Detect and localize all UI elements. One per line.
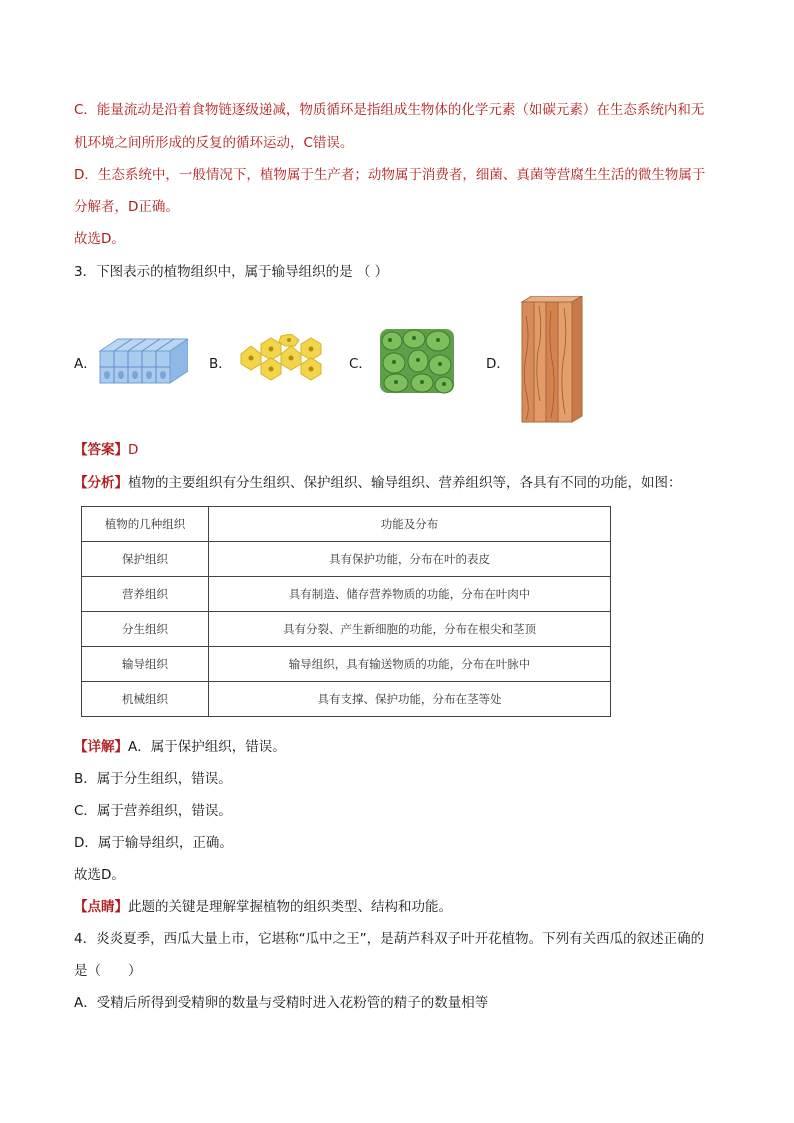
analysis-text: 植物的主要组织有分生组织、保护组织、输导组织、营养组织等，各具有不同的功能，如图： (128, 475, 682, 491)
point-tag: 【点睛】 (74, 899, 128, 915)
explanation-d-line2: 分解者，D正确。 (74, 199, 179, 215)
answer-value: D (128, 442, 139, 458)
table-cell: 营养组织 (82, 577, 209, 612)
option-a-label: A． (74, 356, 97, 372)
point-text: 此题的关键是理解掌握植物的组织类型、结构和功能。 (128, 899, 452, 915)
table-row (82, 682, 611, 717)
question-4-line2: 是（ ） (74, 963, 142, 979)
option-b-label: B． (209, 356, 232, 372)
conductive-tissue-image (518, 296, 584, 428)
table-cell: 保护组织 (82, 542, 209, 577)
table-cell: 机械组织 (82, 682, 209, 717)
question-4-line1: 4．炎炎夏季，西瓜大量上市，它堪称“瓜中之王”，是葫芦科双子叶开花植物。下列有关西瓜的叙述正确的 (74, 931, 705, 947)
explanation-d-line1: D．生态系统中，一般情况下，植物属于生产者；动物属于消费者，细菌、真菌等营腐生生活的微生物属于 (74, 167, 706, 183)
table-row (82, 647, 611, 682)
answer-tag: 【答案】 (74, 442, 128, 458)
table-cell: 具有分裂、产生新细胞的功能，分布在根尖和茎顶 (209, 612, 611, 647)
detail-line (74, 737, 286, 757)
choose-answer-2: 故选D。 (74, 867, 125, 883)
table-cell: 具有支撑、保护功能，分布在茎等处 (209, 682, 611, 717)
detail-a: A．属于保护组织，错误。 (128, 739, 286, 755)
detail-d: D．属于输导组织，正确。 (74, 835, 233, 851)
table-header-tissue: 植物的几种组织 (82, 507, 209, 542)
point-line (74, 897, 452, 917)
table-cell: 输导组织 (82, 647, 209, 682)
meristem-tissue-image (239, 334, 325, 388)
question-4-option-a: A．受精后所得到受精卵的数量与受精时进入花粉管的精子的数量相等 (74, 995, 489, 1011)
option-d-label: D． (486, 356, 510, 372)
question-3: 3．下图表示的植物组织中，属于输导组织的是 （ ） (74, 264, 389, 280)
detail-b: B．属于分生组织，错误。 (74, 771, 232, 787)
detail-tag: 【详解】 (74, 739, 128, 755)
option-c-label: C． (349, 356, 372, 372)
analysis-tag: 【分析】 (74, 475, 128, 491)
table-cell: 具有保护功能，分布在叶的表皮 (209, 542, 611, 577)
nutritive-tissue-image (378, 327, 456, 399)
tissue-function-table (81, 506, 611, 717)
detail-c: C．属于营养组织，错误。 (74, 803, 232, 819)
protective-tissue-image (96, 337, 188, 389)
table-row (82, 577, 611, 612)
explanation-c-line1: C．能量流动是沿着食物链逐级递减，物质循环是指组成生物体的化学元素（如碳元素）在生态系统内和无 (74, 102, 705, 118)
choose-answer-1: 故选D。 (74, 231, 125, 247)
table-cell: 分生组织 (82, 612, 209, 647)
table-row (82, 542, 611, 577)
table-cell: 输导组织，具有输送物质的功能，分布在叶脉中 (209, 647, 611, 682)
table-header-row (82, 507, 611, 542)
analysis-line (74, 473, 682, 493)
explanation-c-line2: 机环境之间所形成的反复的循环运动，C错误。 (74, 135, 354, 151)
table-header-function: 功能及分布 (209, 507, 611, 542)
answer-line (74, 440, 138, 460)
table-cell: 具有制造、储存营养物质的功能，分布在叶肉中 (209, 577, 611, 612)
table-row (82, 612, 611, 647)
